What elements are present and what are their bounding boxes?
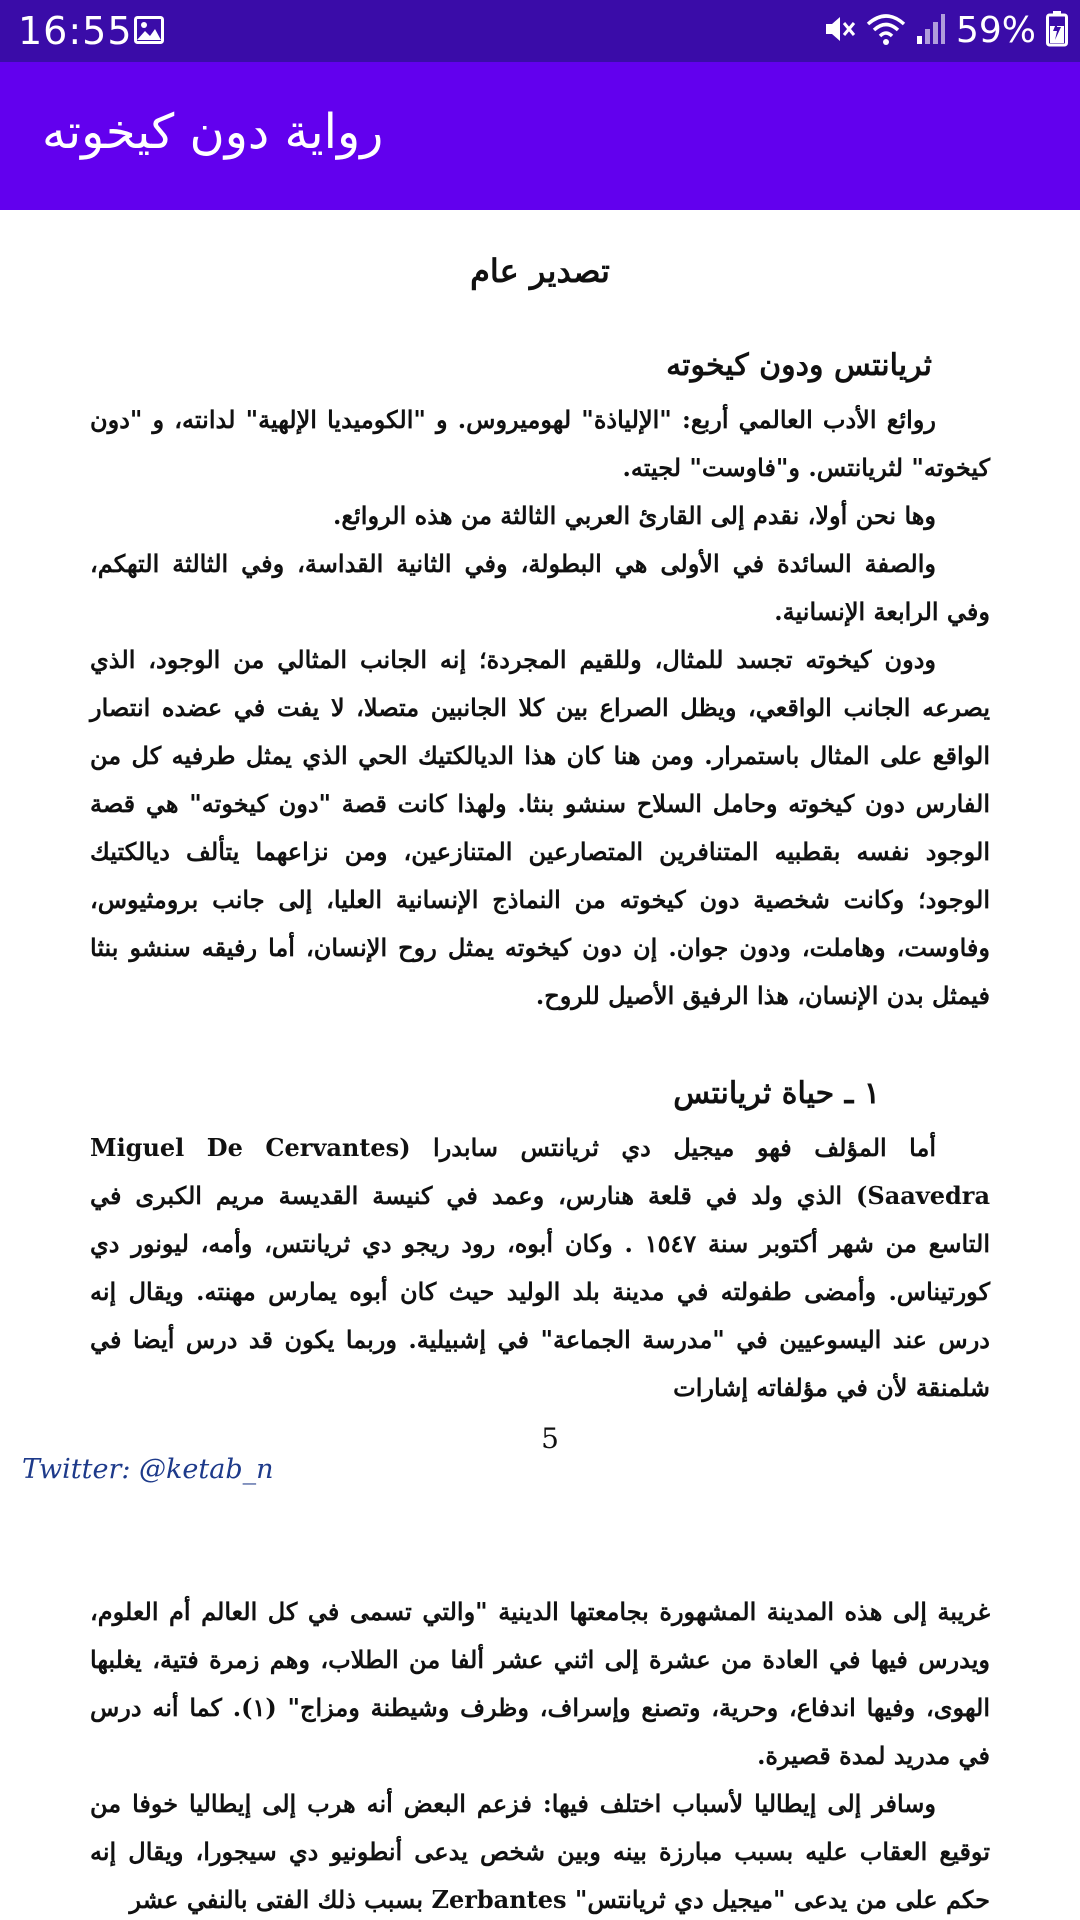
paragraph: ودون كيخوته تجسد للمثال، وللقيم المجردة؛ إنه الجانب المثالي من الوجود، الذي يصرعه الجانب الواقعي، ويظل الصراع بين كلا الجانبين متصلا، لا يفت في عضده انتصار الواقع على المثال باستمرار. ومن هنا كان هذا الديالكتيك الحي الذي يمثل طرفيه كل من الفارس دون كيخوته وحامل السلاح سنشو بنثا. ولهذا كانت قصة "دون كيخوته" هي قصة الوجود نفسه بقطبيه المتنافرين المتصارعين المتنازعين، ومن نزاعهما يتألف ديالكتيك الوجود؛ وكانت شخصية دون كيخوته من النماذج الإنسانية العليا، إلى جانب برومثيوس، وفاوست، وهاملت، ودون جوان. إن دون كيخوته يمثل روح الإنسان، أما رفيقه سنشو بنثا فيمثل بدن الإنسان، هذا الرفيق الأصيل للروح. (90, 645, 991, 1010)
paragraph: أما المؤلف فهو ميجيل دي ثريانتس سابدرا (Miguel De Cervantes Saavedra) الذي ولد في قلعة هنارس، وعمد في كنيسة القديسة مريم الكبرى في التاسع من شهر أكتوبر سنة ١٥٤٧ . وكان أبوه، رود ريجو دي ثريانتس، وأمه، ليونور دي كورتيناس. وأمضى طفولته في مدينة بلد الوليد حيث كان أبوه يمارس مهنته. ويقال إنه درس عند اليسوعيين في "مدرسة الجماعة" في إشبيلية. وربما يكون قد درس أيضا في شلمنقة لأن في مؤلفاته إشارات (90, 1133, 991, 1402)
battery-percentage: 59% (955, 10, 1036, 51)
gallery-icon (134, 16, 164, 44)
paragraph: غريبة إلى هذه المدينة المشهورة بجامعتها الدينية "والتي تسمى في كل العالم أم العلوم، ويدرس فيها في العادة من عشرة إلى اثني عشر ألفا من الطلاب، وهم زمرة فتية، يغلبها الهوى، وفيها اندفاع، وحرية، وتصنع وإسراف، وظرف وشيطنة ومزاج" (١). كما أنه درس في مدريد لمدة قصيرة. (90, 1597, 990, 1770)
book-page-view[interactable] (0, 210, 1080, 1920)
mute-icon (822, 12, 856, 50)
page-number: 5 (541, 1422, 559, 1455)
app-bar (0, 62, 1080, 210)
status-time: 16:55 (18, 9, 133, 53)
paragraph: روائع الأدب العالمي أربع: "الإلياذة" لهوميروس. و "الكوميديا الإلهية" لدانته، و "دون كيخوته" لثريانتس. و"فاوست" لجيته. (90, 405, 990, 482)
section-title-cervantes-don-quixote: ثريانتس ودون كيخوته (666, 348, 932, 383)
paragraph: والصفة السائدة في الأولى هي البطولة، وفي الثانية القداسة، وفي الثالثة التهكم، وفي الرابعة الإنسانية. (90, 549, 990, 626)
battery-icon (1046, 11, 1068, 51)
app-title: رواية دون كيخوته (42, 104, 384, 160)
status-icons (822, 8, 1068, 54)
signal-icon (916, 12, 946, 50)
paragraph: وسافر إلى إيطاليا لأسباب اختلف فيها: فزعم البعض أنه هرب إلى إيطاليا خوفا من توقيع العقاب عليه بسبب مبارزة بينه وبين شخص يدعى أنطونيو دي سيجورا، ويقال إنه حكم على من يدعى "ميجيل دي ثريانتس" Zerbantes بسبب ذلك الفتى بالنفي عشر (90, 1789, 990, 1914)
wifi-icon (866, 12, 906, 50)
page-header: تصدير عام (470, 252, 610, 290)
paragraph: وها نحن أولا، نقدم إلى القارئ العربي الثالثة من هذه الروائع. (333, 501, 936, 530)
status-bar (0, 0, 1080, 62)
watermark-text: Twitter: @ketab_n (22, 1454, 274, 1485)
section-title-cervantes-life: ١ ـ حياة ثريانتس (673, 1076, 880, 1111)
